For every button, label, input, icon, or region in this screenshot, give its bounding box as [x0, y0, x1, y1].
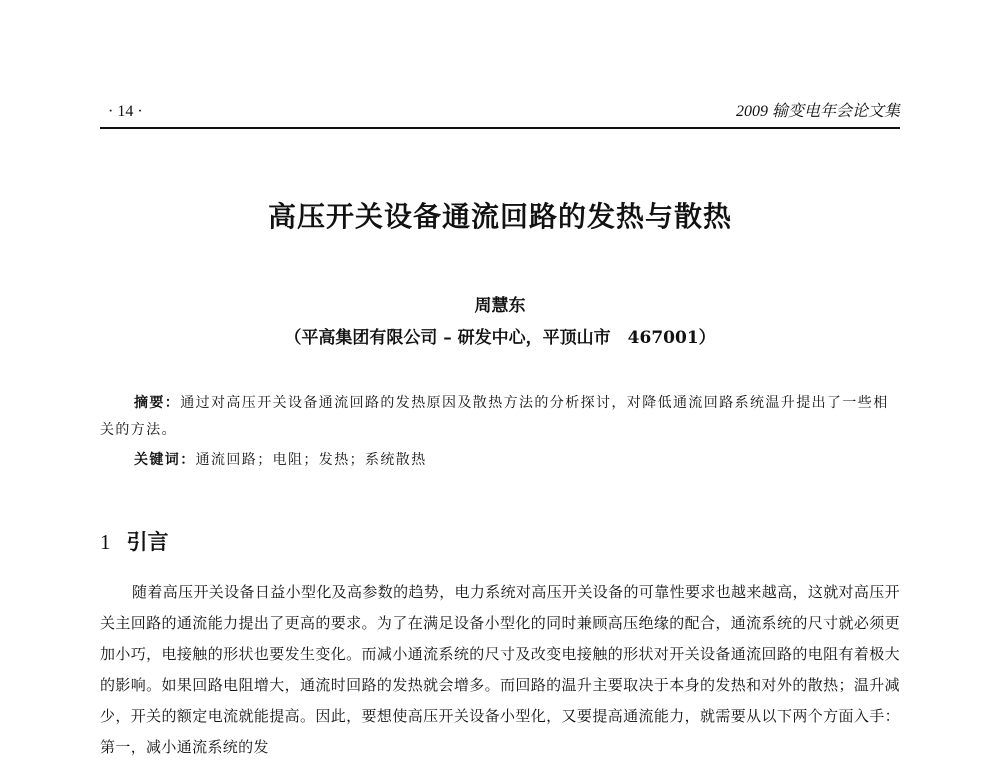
header-rule: [100, 127, 900, 129]
author-affiliation: （平高集团有限公司 – 研发中心，平顶山市 467001）: [284, 328, 716, 348]
journal-title: 2009 输变电年会论文集: [735, 103, 900, 120]
keywords-text: 通流回路；电阻；发热；系统散热: [195, 452, 427, 468]
abstract-label: 摘要：: [134, 395, 181, 411]
paper-title: 高压开关设备通流回路的发热与散热: [267, 200, 732, 233]
section-heading: [100, 527, 400, 557]
page-header: [108, 100, 900, 124]
section-number: 1: [100, 530, 111, 554]
body-paragraph: 随着高压开关设备日益小型化及高参数的趋势，电力系统对高压开关设备的可靠性要求也越来越高，这就对高压开关主回路的通流能力提出了更高的要求。为了在满足设备小型化的同时兼顾高压绝缘的配合，通流系统的尺寸就必须更加小巧，电接触的形状也要发生变化。而减小通流系统的尺寸及改变电接触的形状对开关设备通流回路的电阻有着极大的影响。如果回路电阻增大，通流时回路的发热就会增多。而回路的温升主要取决于本身的发热和对外的散热；温升减少，开关的额定电流就能提高。因此，要想使高压开关设备小型化，又要提高通流能力，就需要从以下两个方面入手：第一，减小通流系统的发: [100, 583, 900, 756]
keywords-label: 关键词：: [134, 452, 196, 468]
author-name: 周慧东: [474, 296, 526, 316]
page-number: · 14 ·: [108, 103, 143, 120]
abstract: [100, 390, 900, 444]
section-title: 引言: [126, 530, 169, 554]
abstract-text: 通过对高压开关设备通流回路的发热原因及散热方法的分析探讨，对降低通流回路系统温升提出了一些相关的方法。: [100, 395, 889, 438]
keywords: [100, 447, 900, 474]
